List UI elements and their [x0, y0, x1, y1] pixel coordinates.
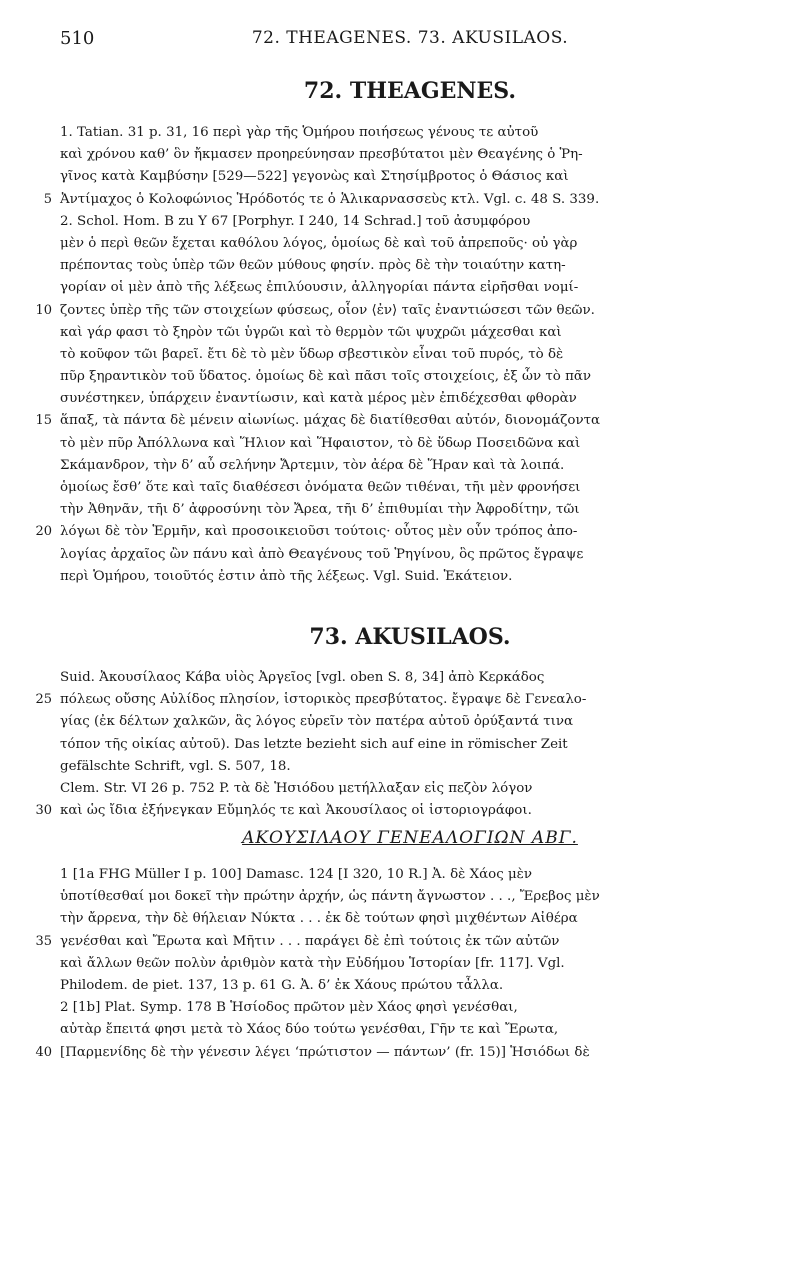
- text-line: [60, 455, 760, 477]
- line-text: γίας (ἐκ δέλτων χαλκῶν, ἃς λόγος εὑρεῖν τὸν πατέρα αὐτοῦ ὀρύξαντά τινα: [60, 714, 574, 730]
- text-line: [60, 864, 760, 886]
- text-line: [35, 1042, 760, 1064]
- section-body-fragments: [35, 864, 760, 1064]
- running-head: 72. THEAGENES. 73. AKUSILAOS.: [251, 28, 569, 48]
- section-body-theagenes: [35, 122, 760, 588]
- line-number: 15: [35, 413, 52, 429]
- line-text: τὴν ἄρρενα, τὴν δὲ θήλειαν Νύκτα . . . ἐκ δὲ τούτων φησὶ μιχθέντων Αἰθέρα: [60, 911, 578, 927]
- line-text: γενέσθαι καὶ Ἔρωτα καὶ Μῆτιν . . . παράγει δὲ ἐπὶ τούτοις ἐκ τῶν αὐτῶν: [60, 933, 560, 949]
- line-text: [Παρμενίδης δὲ τὴν γένεσιν λέγει ‘πρώτιστον — πάντων’ (fr. 15)] Ἡσιόδωι δὲ: [60, 1044, 590, 1060]
- section-title-theagenes: 72. THEAGENES.: [303, 78, 517, 104]
- line-text: πρέποντας τοὺς ὑπὲρ τῶν θεῶν μύθους φησίν. πρὸς δὲ τὴν τοιαύτην κατη-: [60, 258, 566, 274]
- text-line: [35, 689, 760, 711]
- section-title-akusilaos: 73. AKUSILAOS.: [309, 624, 511, 650]
- line-number: 35: [35, 933, 52, 949]
- line-number: 25: [35, 692, 52, 708]
- line-text: καὶ ἄλλων θεῶν πολὺν ἀριθμὸν κατὰ τὴν Εὐδήμου Ἱστορίαν [fr. 117]. Vgl.: [60, 955, 565, 971]
- line-text: Clem. Str. VI 26 p. 752 P. τὰ δὲ Ἡσιόδου μετήλλαξαν εἰς πεζὸν λόγον: [60, 780, 533, 796]
- text-line: [60, 1019, 760, 1041]
- line-text: μὲν ὁ περὶ θεῶν ἔχεται καθόλου λόγος, ὁμοίως δὲ καὶ τοῦ ἀπρεποῦς· οὐ γὰρ: [60, 235, 578, 251]
- line-text: 2 [1b] Plat. Symp. 178 B Ἡσίοδος πρῶτον μὲν Χάος φησὶ γενέσθαι,: [60, 1000, 518, 1016]
- text-line: [60, 233, 760, 255]
- line-number: 40: [35, 1044, 52, 1060]
- text-line: [60, 277, 760, 299]
- text-line: [60, 477, 760, 499]
- line-number: 10: [35, 302, 52, 318]
- text-line: [60, 388, 760, 410]
- page-number: 510: [60, 28, 95, 49]
- text-line: [60, 122, 760, 144]
- text-line: [60, 886, 760, 908]
- line-text: καὶ ὡς ἴδια ἐξήνεγκαν Εὔμηλός τε καὶ Ἀκουσίλαος οἱ ἱστοριογράφοι.: [60, 803, 532, 819]
- line-text: τὴν Ἀθηνᾶν, τῆι δ’ ἀφροσύνηι τὸν Ἄρεα, τῆι δ’ ἐπιθυμίαι τὴν Ἀφροδίτην, τῶι: [60, 502, 580, 518]
- text-line: [60, 544, 760, 566]
- text-line: [60, 144, 760, 166]
- line-text: καὶ γάρ φασι τὸ ξηρὸν τῶι ὑγρῶι καὶ τὸ θερμὸν τῶι ψυχρῶι μάχεσθαι καὶ: [60, 324, 562, 340]
- text-line: [60, 667, 760, 689]
- line-number: 30: [35, 803, 52, 819]
- text-line: [60, 211, 760, 233]
- line-text: τὸ κοῦφον τῶι βαρεῖ. ἔτι δὲ τὸ μὲν ὕδωρ σβεστικὸν εἶναι τοῦ πυρός, τὸ δὲ: [60, 346, 564, 362]
- text-line: [60, 166, 760, 188]
- text-line: [43, 189, 760, 211]
- line-text: γῖνος κατὰ Καμβύσην [529—522] γεγονὼς καὶ Στησίμβροτος ὁ Θάσιος καὶ: [60, 169, 569, 185]
- line-number: 5: [43, 191, 52, 207]
- text-line: [60, 997, 760, 1019]
- line-text: πῦρ ξηραντικὸν τοῦ ὕδατος. ὁμοίως δὲ καὶ πᾶσι τοῖς στοιχείοις, ἐξ ὧν τὸ πᾶν: [60, 369, 592, 385]
- line-text: ὁμοίως ἔσθ’ ὅτε καὶ ταῖς διαθέσεσι ὀνόματα θεῶν τιθέναι, τῆι μὲν φρονήσει: [60, 480, 581, 495]
- text-line: [35, 300, 760, 322]
- text-line: [35, 410, 760, 432]
- line-text: 1 [1a FHG Müller I p. 100] Damasc. 124 [I 320, 10 R.] Ἀ. δὲ Χάος μὲν: [60, 867, 533, 882]
- line-text: ἅπαξ, τὰ πάντα δὲ μένειν αἰωνίως. μάχας δὲ διατίθεσθαι αὐτόν, διονομάζοντα: [60, 413, 601, 429]
- section-body-akusilaos: [35, 667, 760, 822]
- line-text: λόγωι δὲ τὸν Ἑρμῆν, καὶ προσοικειοῦσι τούτοις· οὗτος μὲν οὖν τρόπος ἀπο-: [60, 524, 578, 540]
- line-text: τὸ μὲν πῦρ Ἀπόλλωνα καὶ Ἥλιον καὶ Ἥφαιστον, τὸ δὲ ὕδωρ Ποσειδῶνα καὶ: [60, 435, 581, 451]
- line-text: Σκάμανδρον, τὴν δ’ αὖ σελήνην Ἄρτεμιν, τὸν ἀέρα δὲ Ἥραν καὶ τὰ λοιπά.: [60, 457, 565, 473]
- text-line: [60, 433, 760, 455]
- page-header: [60, 28, 760, 52]
- text-line: [35, 521, 760, 543]
- text-line: [60, 711, 760, 733]
- line-text: καὶ χρόνου καθ’ ὃν ἤκμασεν προηρεύνησαν πρεσβύτατοι μὲν Θεαγένης ὁ Ῥη-: [60, 147, 583, 163]
- text-line: [60, 778, 760, 800]
- text-line: [60, 566, 760, 588]
- line-text: αὐτὰρ ἔπειτά φησι μετὰ τὸ Χάος δύο τούτω γενέσθαι, Γῆν τε καὶ Ἔρωτα,: [60, 1022, 559, 1038]
- text-line: [60, 344, 760, 366]
- text-line: [35, 800, 760, 822]
- line-text: γορίαν οἱ μὲν ἀπὸ τῆς λέξεως ἐπιλύουσιν, ἀλληγορίαι πάντα εἰρῆσθαι νομί-: [60, 280, 579, 296]
- text-line: [60, 953, 760, 975]
- line-text: ζοντες ὑπὲρ τῆς τῶν στοιχείων φύσεως, οἷον ⟨ἐν⟩ ταῖς ἐναντιώσεσι τῶν θεῶν.: [60, 302, 595, 318]
- text-line: [60, 366, 760, 388]
- line-number: 20: [35, 524, 52, 540]
- line-text: 1. Tatian. 31 p. 31, 16 περὶ γὰρ τῆς Ὁμήρου ποιήσεως γένους τε αὐτοῦ: [60, 125, 539, 140]
- line-text: 2. Schol. Hom. B zu Υ 67 [Porphyr. I 240, 14 Schrad.] τοῦ ἀσυμφόρου: [60, 213, 531, 229]
- text-line: [60, 255, 760, 277]
- line-text: Philodem. de piet. 137, 13 p. 61 G. Ἀ. δ’ ἐκ Χάους πρώτου τἆλλα.: [60, 977, 504, 993]
- text-line: [60, 499, 760, 521]
- text-line: [35, 931, 760, 953]
- line-text: Suid. Ἀκουσίλαος Κάβα υἱὸς Ἀργεῖος [vgl. oben S. 8, 34] ἀπὸ Κερκάδος: [60, 670, 545, 685]
- line-text: τόπον τῆς οἰκίας αὐτοῦ). Das letzte bezieht sich auf eine in römischer Zeit: [60, 736, 568, 752]
- fragment-heading: ΑΚΟΥΣΙΛΑΟΥ ΓΕΝΕΑΛΟΓΙΩΝ ΑΒΓ.: [242, 828, 578, 848]
- text-line: [60, 975, 760, 997]
- line-text: Ἀντίμαχος ὁ Κολοφώνιος Ἡρόδοτός τε ὁ Ἁλικαρνασσεὺς κτλ. Vgl. c. 48 S. 339.: [60, 191, 600, 207]
- line-text: περὶ Ὁμήρου, τοιοῦτός ἐστιν ἀπὸ τῆς λέξεως. Vgl. Suid. Ἑκάτειον.: [60, 568, 513, 584]
- line-text: gefälschte Schrift, vgl. S. 507, 18.: [60, 758, 291, 774]
- text-line: [60, 322, 760, 344]
- line-text: λογίας ἀρχαῖος ὢν πάνυ καὶ ἀπὸ Θεαγένους τοῦ Ῥηγίνου, ὃς πρῶτος ἔγραψε: [60, 546, 584, 562]
- text-line: [60, 908, 760, 930]
- line-text: συνέστηκεν, ὑπάρχειν ἐναντίωσιν, καὶ κατὰ μέρος μὲν ἐπιδέχεσθαι φθορὰν: [60, 391, 577, 407]
- text-line: [60, 756, 760, 778]
- line-text: πόλεως οὔσης Αὐλίδος πλησίον, ἱστορικὸς πρεσβύτατος. ἔγραψε δὲ Γενεαλο-: [60, 692, 587, 708]
- text-line: [60, 734, 760, 756]
- line-text: ὑποτίθεσθαί μοι δοκεῖ τὴν πρώτην ἀρχήν, ὡς πάντη ἄγνωστον . . ., Ἔρεβος μὲν: [60, 889, 600, 905]
